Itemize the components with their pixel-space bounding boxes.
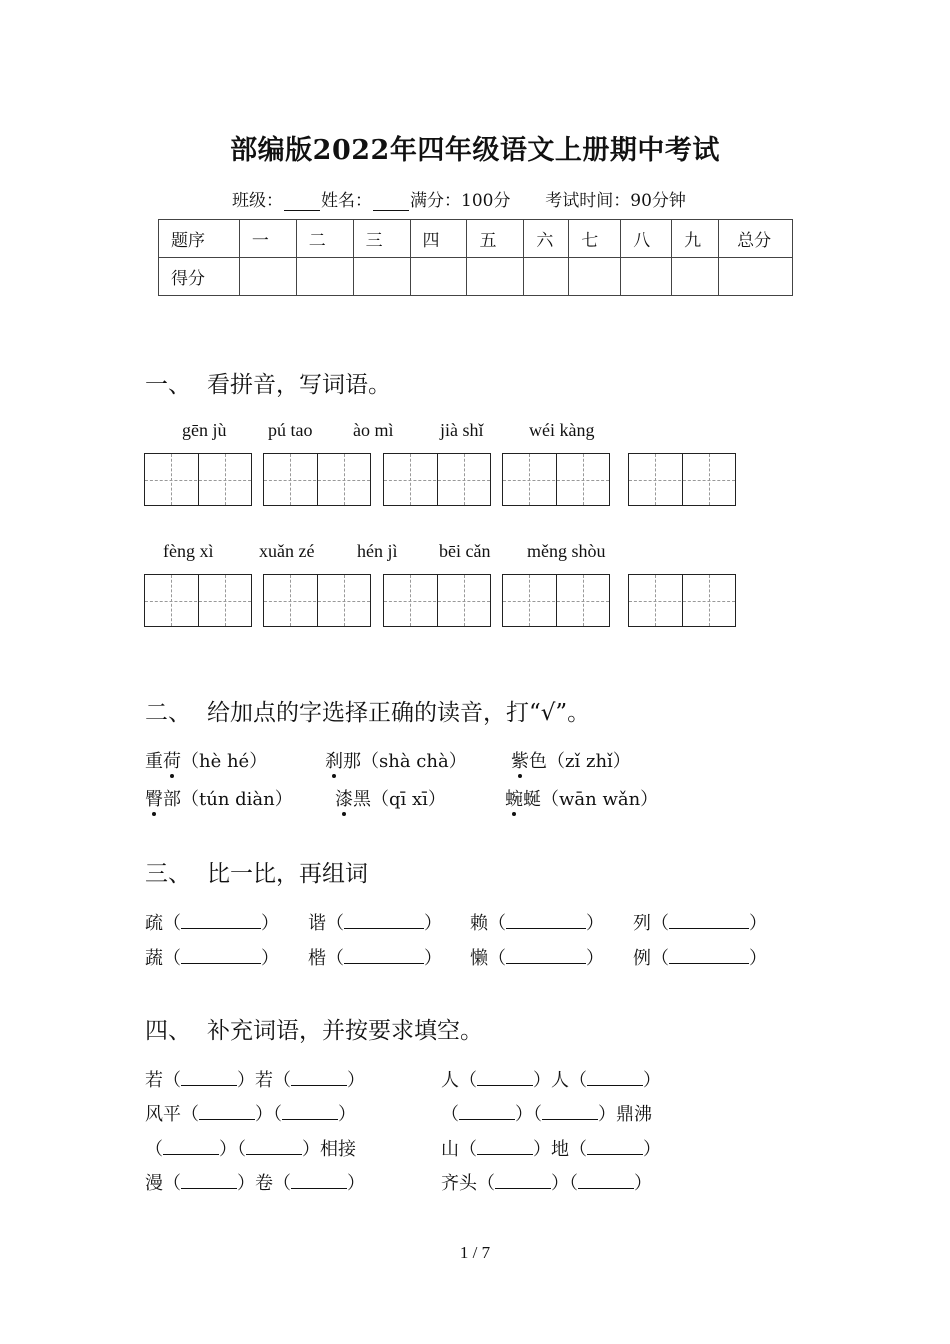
section-4-heading xyxy=(145,1012,483,1045)
header-cell: 四 xyxy=(410,220,467,258)
writing-grid[interactable] xyxy=(263,574,371,627)
idiom-text: ）（ xyxy=(551,1173,578,1194)
pronunciation-options: （wān wǎn） xyxy=(541,789,659,810)
reading-choice[interactable]: 臀部（tún diàn） xyxy=(145,785,293,811)
header-cell: 九 xyxy=(672,220,719,258)
word-pair[interactable]: 懒（ ） xyxy=(470,948,604,969)
blank-field[interactable] xyxy=(587,1069,643,1086)
writing-grid[interactable] xyxy=(383,453,491,506)
section-number: 二、 xyxy=(145,700,191,726)
idiom-fill[interactable] xyxy=(441,1100,652,1126)
blank-field[interactable] xyxy=(282,1103,338,1120)
score-header-row xyxy=(159,220,793,258)
idiom-fill[interactable] xyxy=(145,1135,356,1161)
idiom-fill[interactable] xyxy=(145,1169,365,1195)
score-row-label: 得分 xyxy=(159,258,240,296)
idiom-text: 漫（ xyxy=(145,1173,181,1194)
writing-grid[interactable] xyxy=(502,453,610,506)
idiom-text: 风平（ xyxy=(145,1104,199,1125)
name-label: 姓名： xyxy=(321,191,372,211)
blank-field[interactable] xyxy=(199,1103,255,1120)
header-cell: 一 xyxy=(239,220,296,258)
score-cell[interactable] xyxy=(296,258,353,296)
section-3-heading xyxy=(145,855,368,888)
pinyin: bēi cǎn xyxy=(439,541,491,561)
header-cell: 五 xyxy=(467,220,524,258)
blank-field[interactable] xyxy=(578,1172,634,1189)
idiom-fill[interactable] xyxy=(441,1066,661,1092)
full-score: 满分：100分 xyxy=(410,191,511,211)
word-pair[interactable]: 蔬（ ） xyxy=(145,948,279,969)
pinyin: fèng xì xyxy=(163,541,214,561)
score-cell[interactable] xyxy=(524,258,569,296)
pronunciation-options: （tún diàn） xyxy=(181,789,293,810)
dotted-char: 刹 xyxy=(325,747,343,773)
exam-time: 考试时间：90分钟 xyxy=(545,191,686,211)
pronunciation-options: （shà chà） xyxy=(361,751,467,772)
idiom-text: 齐头（ xyxy=(441,1173,495,1194)
writing-grid[interactable] xyxy=(383,574,491,627)
word-pair[interactable]: 楷（ ） xyxy=(308,948,442,969)
score-cell[interactable] xyxy=(467,258,524,296)
section-title: 补充词语，并按要求填空。 xyxy=(207,1018,483,1044)
score-cell[interactable] xyxy=(719,258,793,296)
section-1-heading xyxy=(145,366,391,399)
page-number: 1 / 7 xyxy=(459,1243,491,1262)
idiom-text: ）（ xyxy=(219,1139,246,1160)
word-pair[interactable]: 列（ ） xyxy=(633,913,767,934)
blank-field[interactable] xyxy=(542,1103,598,1120)
section-2-heading xyxy=(145,694,590,727)
idiom-text: 若（ xyxy=(145,1070,181,1091)
page-title: 部编版2022年四年级语文上册期中考试 xyxy=(230,135,720,166)
writing-grid[interactable] xyxy=(263,453,371,506)
reading-choice[interactable]: 漆黑（qī xī） xyxy=(335,785,446,811)
writing-grid[interactable] xyxy=(628,453,736,506)
name-field[interactable] xyxy=(373,194,409,211)
word-pair[interactable]: 例（ ） xyxy=(633,948,767,969)
reading-choice[interactable]: 紫色（zǐ zhǐ） xyxy=(511,747,631,773)
reading-choice[interactable]: 蜿蜒（wān wǎn） xyxy=(505,785,658,811)
header-cell: 总分 xyxy=(719,220,793,258)
pinyin: gēn jù xyxy=(182,420,227,440)
pinyin: xuǎn zé xyxy=(259,541,315,561)
pronunciation-options: （hè hé） xyxy=(181,751,268,772)
blank-field[interactable] xyxy=(587,1138,643,1155)
section-title: 给加点的字选择正确的读音，打“√”。 xyxy=(207,700,591,726)
pinyin: pú tao xyxy=(268,420,313,440)
pinyin: wéi kàng xyxy=(529,420,595,440)
idiom-text: ）（ xyxy=(515,1104,542,1125)
idiom-fill[interactable] xyxy=(441,1169,652,1195)
pinyin: hén jì xyxy=(357,541,398,561)
dotted-char: 臀 xyxy=(145,785,163,811)
idiom-text: （ xyxy=(441,1104,459,1125)
blank-field[interactable] xyxy=(477,1138,533,1155)
pronunciation-options: （zǐ zhǐ） xyxy=(547,751,631,772)
class-label: 班级： xyxy=(232,191,283,211)
writing-grid[interactable] xyxy=(144,574,252,627)
score-cell[interactable] xyxy=(672,258,719,296)
score-table xyxy=(158,219,793,296)
score-cell[interactable] xyxy=(353,258,410,296)
header-cell: 题序 xyxy=(159,220,240,258)
section-number: 四、 xyxy=(145,1018,191,1044)
idiom-text: 人（ xyxy=(441,1070,477,1091)
section-title: 看拼音，写词语。 xyxy=(207,372,391,398)
pinyin: ào mì xyxy=(353,420,394,440)
score-cell[interactable] xyxy=(239,258,296,296)
dotted-char: 漆 xyxy=(335,785,353,811)
idiom-text: ）卷（ xyxy=(237,1173,291,1194)
blank-field[interactable] xyxy=(291,1172,347,1189)
pinyin: měng shòu xyxy=(527,541,606,561)
idiom-text: ） xyxy=(643,1139,661,1160)
idiom-text: ） xyxy=(338,1104,356,1125)
reading-choice[interactable]: 刹那（shà chà） xyxy=(325,747,467,773)
score-cell[interactable] xyxy=(569,258,621,296)
idiom-text: ）地（ xyxy=(533,1139,587,1160)
blank-field[interactable] xyxy=(477,1069,533,1086)
exam-info xyxy=(232,186,686,211)
word-pair[interactable]: 疏（ ） xyxy=(145,913,279,934)
pinyin: jià shǐ xyxy=(440,420,484,440)
idiom-text: ） xyxy=(347,1070,365,1091)
header-cell: 七 xyxy=(569,220,621,258)
blank-field[interactable] xyxy=(246,1138,302,1155)
header-cell: 二 xyxy=(296,220,353,258)
header-cell: 八 xyxy=(621,220,672,258)
section-number: 三、 xyxy=(145,861,191,887)
dotted-char: 蜿 xyxy=(505,785,523,811)
blank-field[interactable] xyxy=(181,1172,237,1189)
blank-field[interactable] xyxy=(459,1103,515,1120)
idiom-fill[interactable] xyxy=(441,1135,661,1161)
score-row xyxy=(159,258,793,296)
dotted-char: 紫 xyxy=(511,747,529,773)
idiom-text: （ xyxy=(145,1139,163,1160)
blank-field[interactable] xyxy=(163,1138,219,1155)
reading-choice[interactable]: 重荷（hè hé） xyxy=(145,747,267,773)
header-cell: 三 xyxy=(353,220,410,258)
idiom-text: ）若（ xyxy=(237,1070,291,1091)
writing-grid[interactable] xyxy=(502,574,610,627)
score-cell[interactable] xyxy=(621,258,672,296)
writing-grid[interactable] xyxy=(628,574,736,627)
score-cell[interactable] xyxy=(410,258,467,296)
idiom-fill[interactable] xyxy=(145,1066,365,1092)
idiom-text: 山（ xyxy=(441,1139,477,1160)
blank-field[interactable] xyxy=(291,1069,347,1086)
class-field[interactable] xyxy=(284,194,320,211)
section-title: 比一比，再组词 xyxy=(207,861,368,887)
writing-grid[interactable] xyxy=(144,453,252,506)
idiom-text: ） xyxy=(634,1173,652,1194)
idiom-text: ）相接 xyxy=(302,1139,356,1160)
blank-field[interactable] xyxy=(181,1069,237,1086)
header-cell: 六 xyxy=(524,220,569,258)
dotted-char: 荷 xyxy=(163,747,181,773)
section-number: 一、 xyxy=(145,372,191,398)
idiom-fill[interactable] xyxy=(145,1100,356,1126)
idiom-text: ） xyxy=(643,1070,661,1091)
word-pair[interactable]: 谐（ ） xyxy=(308,913,442,934)
idiom-text: ）（ xyxy=(255,1104,282,1125)
idiom-text: ）人（ xyxy=(533,1070,587,1091)
blank-field[interactable] xyxy=(495,1172,551,1189)
pronunciation-options: （qī xī） xyxy=(371,789,446,810)
idiom-text: ） xyxy=(347,1173,365,1194)
idiom-text: ）鼎沸 xyxy=(598,1104,652,1125)
word-pair[interactable]: 赖（ ） xyxy=(470,913,604,934)
